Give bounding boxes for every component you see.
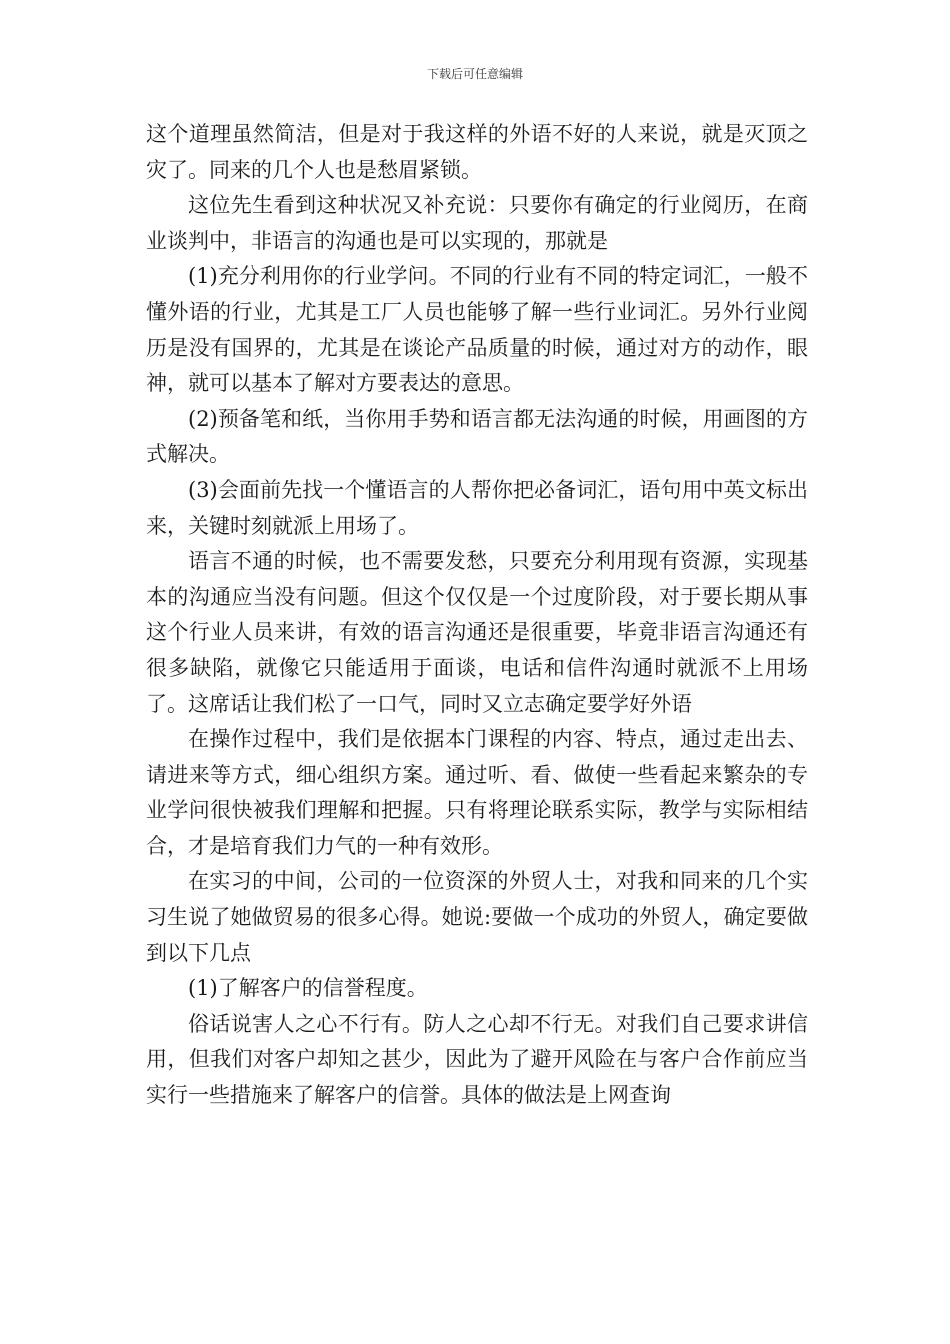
paragraph-4: (2)预备笔和纸，当你用手势和语言都无法沟通的时候，用画图的方式解决。: [146, 406, 808, 467]
paragraph-1: 这个道理虽然简洁，但是对于我这样的外语不好的人来说，就是灭顶之灾了。同来的几个人也是愁眉紧锁。: [146, 122, 808, 182]
paragraph-10: 俗话说害人之心不行有。防人之心却不行无。对我们自己要求讲信用，但我们对客户却知之甚少，因此为了避开风险在与客户合作前应当实行一些措施来了解客户的信誉。具体的做法是上网查询: [146, 1011, 808, 1108]
paragraph-3: (1)充分利用你的行业学问。不同的行业有不同的特定词汇，一般不懂外语的行业，尤其是工厂人员也能够了解一些行业词汇。另外行业阅历是没有国界的，尤其是在谈论产品质量的时候，通过对方的动作，眼神，就可以基本了解对方要表达的意思。: [146, 264, 808, 396]
page-header: 下载后可任意编辑: [426, 67, 523, 81]
paragraph-9: (1)了解客户的信誉程度。: [188, 976, 428, 1001]
document-body: [146, 117, 808, 1114]
paragraph-7: 在操作过程中，我们是依据本门课程的内容、特点，通过走出去、请进来等方式，细心组织方案。通过听、看、做使一些看起来繁杂的专业学问很快被我们理解和把握。只有将理论联系实际，教学与实际相结合，才是培育我们力气的一种有效形。: [146, 727, 808, 858]
paragraph-5: (3)会面前先找一个懂语言的人帮你把必备词汇，语句用中英文标出来，关键时刻就派上用场了。: [146, 477, 808, 538]
paragraph-8: 在实习的中间，公司的一位资深的外贸人士，对我和同来的几个实习生说了她做贸易的很多心得。她说:要做一个成功的外贸人，确定要做到以下几点: [146, 869, 808, 965]
paragraph-2: 这位先生看到这种状况又补充说：只要你有确定的行业阅历，在商业谈判中，非语言的沟通也是可以实现的，那就是: [146, 193, 808, 253]
paragraph-6: 语言不通的时候，也不需要发愁，只要充分利用现有资源，实现基本的沟通应当没有问题。但这个仅仅是一个过度阶段，对于要长期从事这个行业人员来讲，有效的语言沟通还是很重要，毕竟非语言沟通还有很多缺陷，就像它只能适用于面谈，电话和信件沟通时就派不上用场了。这席话让我们松了一口气，同时又立志确定要学好外语: [146, 549, 808, 716]
